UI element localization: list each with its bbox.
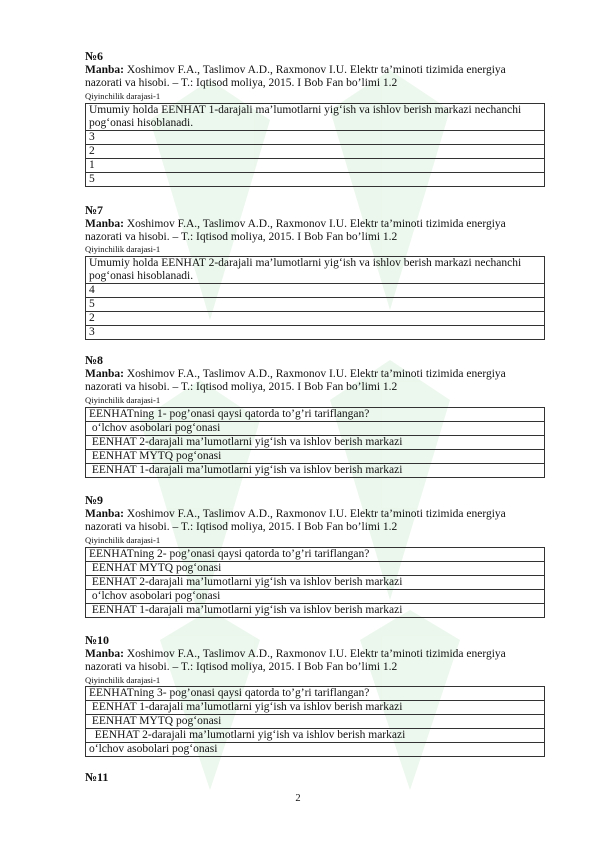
source-text: Xoshimov F.A., Taslimov A.D., Raxmonov I.U. Elektr ta’minoti tizimida energiya nazorati va hisobi. – T.: Iqtisod moliya, 2015. I Bob Fan bo’limi 1.2: [85, 64, 506, 89]
answer-option[interactable]: o‘lchov asobolari pog‘onasi: [86, 590, 545, 604]
source-reference: [85, 64, 545, 90]
difficulty-level: Qiyinchilik darajasi-1: [85, 535, 161, 545]
question-text: EENHATning 2- pog’onasi qaysi qatorda to’g’ri tariflangan?: [86, 548, 545, 562]
answer-option[interactable]: 3: [86, 131, 545, 145]
question-text: Umumiy holda EENHAT 1-darajali ma’lumotlarni yig‘ish va ishlov berish markazi nechanchi pog‘onasi hisoblanadi.: [86, 104, 545, 131]
answer-option[interactable]: 5: [86, 173, 545, 187]
question-number: №8: [85, 353, 104, 367]
question-text: Umumiy holda EENHAT 2-darajali ma’lumotlarni yig‘ish va ishlov berish markazi nechanchi pog‘onasi hisoblanadi.: [86, 257, 545, 284]
source-reference: [85, 218, 545, 244]
source-reference: [85, 648, 545, 674]
answer-option[interactable]: EENHAT MYTQ pog‘onasi: [86, 450, 545, 464]
source-text: Xoshimov F.A., Taslimov A.D., Raxmonov I.U. Elektr ta’minoti tizimida energiya nazorati va hisobi. – T.: Iqtisod moliya, 2015. I Bob Fan bo’limi 1.2: [85, 648, 506, 673]
question-table: [85, 407, 545, 478]
answer-option[interactable]: EENHAT 2-darajali ma’lumotlarni yig‘ish va ishlov berish markazi: [86, 576, 545, 590]
answer-option[interactable]: o‘lchov asobolari pog‘onasi: [86, 743, 545, 757]
source-label: Manba:: [85, 368, 124, 380]
difficulty-level: Qiyinchilik darajasi-1: [85, 91, 161, 101]
question-text: EENHATning 1- pog’onasi qaysi qatorda to’g’ri tariflangan?: [86, 408, 545, 422]
answer-option[interactable]: EENHAT MYTQ pog‘onasi: [86, 562, 545, 576]
source-reference: [85, 508, 545, 534]
difficulty-level: Qiyinchilik darajasi-1: [85, 244, 161, 254]
source-text: Xoshimov F.A., Taslimov A.D., Raxmonov I.U. Elektr ta’minoti tizimida energiya nazorati va hisobi. – T.: Iqtisod moliya, 2015. I Bob Fan bo’limi 1.2: [85, 508, 506, 533]
question-text: EENHATning 3- pog’onasi qaysi qatorda to’g’ri tariflangan?: [86, 687, 545, 701]
question-table: [85, 103, 545, 187]
source-text: Xoshimov F.A., Taslimov A.D., Raxmonov I.U. Elektr ta’minoti tizimida energiya nazorati va hisobi. – T.: Iqtisod moliya, 2015. I Bob Fan bo’limi 1.2: [85, 218, 506, 243]
question-number: №7: [85, 203, 104, 217]
answer-option[interactable]: EENHAT 1-darajali ma’lumotlarni yig‘ish va ishlov berish markazi: [86, 701, 545, 715]
answer-option[interactable]: EENHAT 2-darajali ma’lumotlarni yig‘ish va ishlov berish markazi: [86, 729, 545, 743]
source-text: Xoshimov F.A., Taslimov A.D., Raxmonov I.U. Elektr ta’minoti tizimida energiya nazorati va hisobi. – T.: Iqtisod moliya, 2015. I Bob Fan bo’limi 1.2: [85, 368, 506, 393]
answer-option[interactable]: 3: [86, 326, 545, 340]
difficulty-level: Qiyinchilik darajasi-1: [85, 675, 161, 685]
question-table: [85, 547, 545, 618]
answer-option[interactable]: 5: [86, 298, 545, 312]
source-label: Manba:: [85, 648, 124, 660]
question-number: №9: [85, 493, 104, 507]
source-reference: [85, 368, 545, 394]
question-table: [85, 256, 545, 340]
answer-option[interactable]: EENHAT 1-darajali ma’lumotlarni yig‘ish va ishlov berish markazi: [86, 464, 545, 478]
question-number: №10: [85, 633, 110, 647]
page-number: 2: [295, 793, 301, 804]
answer-option[interactable]: 2: [86, 145, 545, 159]
difficulty-level: Qiyinchilik darajasi-1: [85, 395, 161, 405]
source-label: Manba:: [85, 64, 124, 76]
answer-option[interactable]: 2: [86, 312, 545, 326]
answer-option[interactable]: EENHAT MYTQ pog‘onasi: [86, 715, 545, 729]
answer-option[interactable]: 1: [86, 159, 545, 173]
answer-option[interactable]: EENHAT 1-darajali ma’lumotlarni yig‘ish va ishlov berish markazi: [86, 604, 545, 618]
answer-option[interactable]: EENHAT 2-darajali ma’lumotlarni yig‘ish va ishlov berish markazi: [86, 436, 545, 450]
source-label: Manba:: [85, 218, 124, 230]
question-table: [85, 686, 545, 757]
answer-option[interactable]: 4: [86, 284, 545, 298]
answer-option[interactable]: o‘lchov asobolari pog‘onasi: [86, 422, 545, 436]
source-label: Manba:: [85, 508, 124, 520]
question-number: №11: [85, 770, 109, 784]
question-number: №6: [85, 49, 104, 63]
